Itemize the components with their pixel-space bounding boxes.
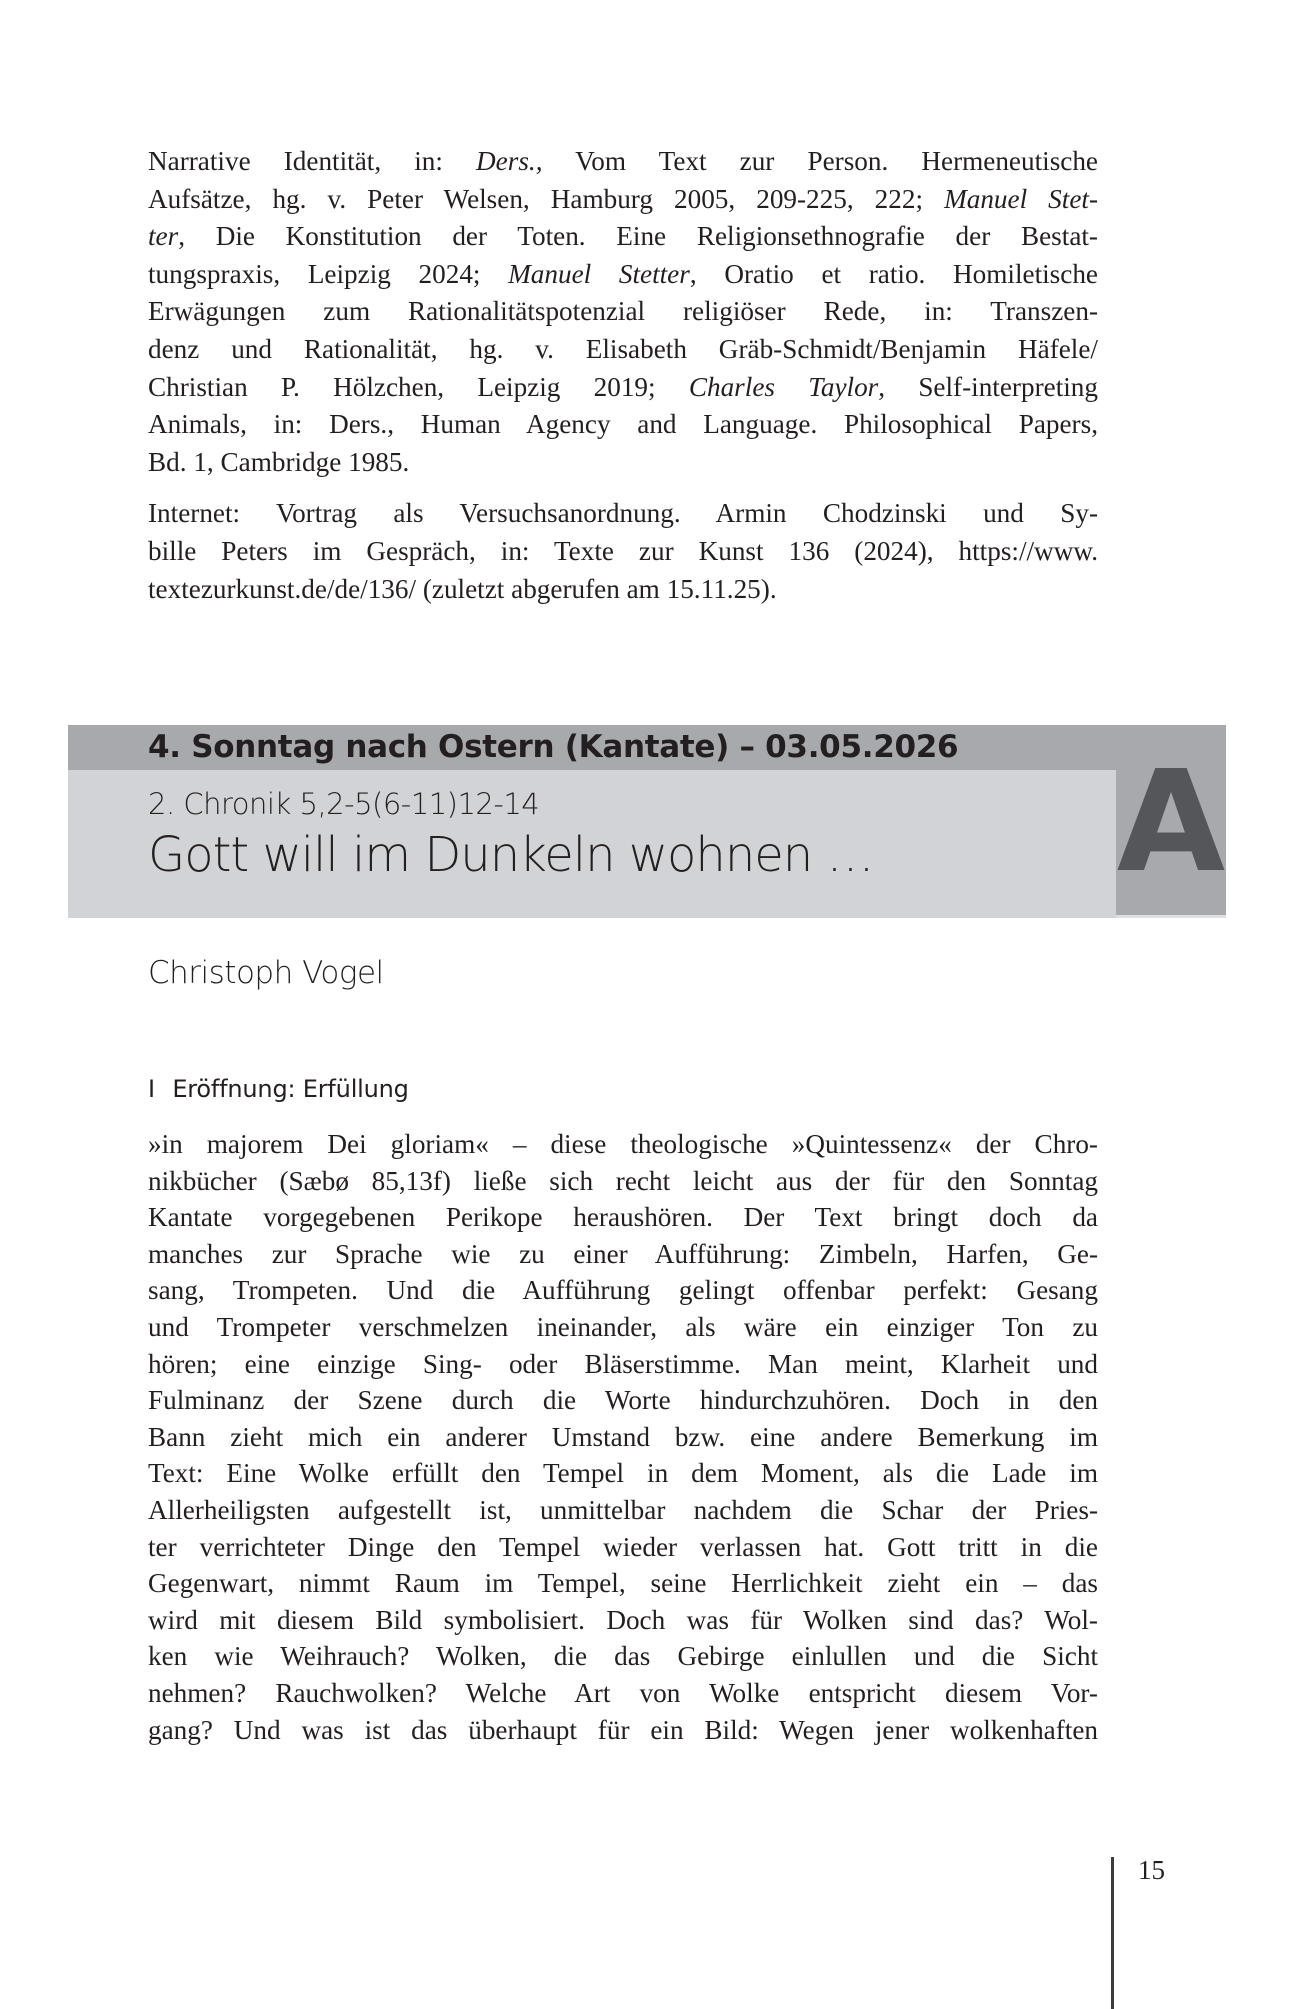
citation-text: Erwägungen zum Rationalitätspotenzial religiöser Rede, in: Transzen- xyxy=(148,296,1098,327)
citation-text: , Self-interpreting xyxy=(878,371,1098,402)
cited-author: Charles Taylor xyxy=(688,371,879,402)
bibliography-line xyxy=(148,444,1098,482)
body-line: manches zur Sprache wie zu einer Aufführung: Zimbeln, Harfen, Ge- xyxy=(148,1238,1098,1269)
body-line: hören; eine einzige Sing- oder Bläserstimme. Man meint, Klarheit und xyxy=(148,1348,1098,1379)
sunday-date-heading: 4. Sonntag nach Ostern (Kantate) – 03.05.2026 xyxy=(148,729,959,765)
section-heading xyxy=(148,1075,409,1103)
body-line: »in majorem Dei gloriam« – diese theologische »Quintessenz« der Chro- xyxy=(148,1129,1098,1159)
cited-author: Manuel Stetter xyxy=(508,258,690,289)
body-line: Gegenwart, nimmt Raum im Tempel, seine Herrlichkeit zieht ein – das xyxy=(148,1568,1098,1599)
bibliography-line: Internet: Vortrag als Versuchsanordnung. Armin Chodzinski und Sy- xyxy=(148,498,1098,529)
series-letter: A xyxy=(1116,741,1226,904)
body-line: ken wie Weihrauch? Wolken, die das Gebirge einlullen und die Sicht xyxy=(148,1641,1098,1672)
citation-text: Narrative Identität, in: xyxy=(148,146,477,176)
bibliography-section xyxy=(148,143,1098,622)
body-line: Allerheiligsten aufgestellt ist, unmittelbar nachdem die Schar der Pries- xyxy=(148,1494,1098,1525)
citation-text: Aufsätze, hg. v. Peter Welsen, Hamburg 2005, 209-225, 222; xyxy=(148,183,945,214)
bibliography-line xyxy=(148,218,1098,256)
body-line: ter verrichteter Dinge den Tempel wieder verlassen hat. Gott tritt in die xyxy=(148,1531,1098,1562)
citation-text: , Die Konstitution der Toten. Eine Religionsethnografie der Bestat- xyxy=(178,221,1098,252)
citation-text: Christian P. Hölzchen, Leipzig 2019; xyxy=(148,371,689,402)
header-bottom-strip xyxy=(1116,915,1226,918)
body-line: Fulminanz der Szene durch die Worte hindurchzuhören. Doch in den xyxy=(148,1385,1098,1416)
series-letter-block xyxy=(1116,725,1226,915)
body-line: wird mit diesem Bild symbolisiert. Doch was für Wolken sind das? Wol- xyxy=(148,1604,1098,1635)
page-number: 15 xyxy=(1138,1855,1165,1885)
citation-text: Animals, in: Ders., Human Agency and Language. Philosophical Papers, xyxy=(148,409,1098,440)
cited-author: Manuel Stet- xyxy=(944,183,1098,214)
sermon-header-box xyxy=(68,725,1226,918)
body-paragraph xyxy=(148,1126,1098,1748)
section-number: I xyxy=(148,1075,155,1103)
body-line: Text: Eine Wolke erfüllt den Tempel in dem Moment, als die Lade im xyxy=(148,1458,1098,1489)
sermon-title: Gott will im Dunkeln wohnen … xyxy=(148,827,874,883)
citation-text: Vom Text zur Person. Hermeneutische xyxy=(542,146,1099,176)
bible-reference: 2. Chronik 5,2-5(6-11)12-14 xyxy=(148,787,540,821)
citation-text: , Oratio et ratio. Homiletische xyxy=(689,258,1098,289)
bibliography-line: bille Peters im Gespräch, in: Texte zur Kunst 136 (2024), https://www. xyxy=(148,535,1098,566)
sunday-date-band xyxy=(68,725,1226,770)
body-line: und Trompeter verschmelzen ineinander, als wäre ein einziger Ton zu xyxy=(148,1311,1098,1342)
bibliography-line xyxy=(148,369,1098,407)
body-line: nikbücher (Sæbø 85,13f) ließe sich recht leicht aus der für den Sonntag xyxy=(148,1165,1098,1196)
body-line: Bann zieht mich ein anderer Umstand bzw. eine andere Bemerkung im xyxy=(148,1421,1098,1452)
bibliography-line: textezurkunst.de/de/136/ (zuletzt abgerufen am 15.11.25). xyxy=(148,573,777,604)
body-line: nehmen? Rauchwolken? Welche Art von Wolke entspricht diesem Vor- xyxy=(148,1677,1098,1708)
author-name: Christoph Vogel xyxy=(148,955,384,991)
cited-author: Ders., xyxy=(476,146,543,176)
bibliography-line xyxy=(148,256,1098,294)
citation-text: Bd. 1, Cambridge 1985. xyxy=(148,446,410,477)
bibliography-literature xyxy=(148,143,1098,481)
body-line: sang, Trompeten. Und die Aufführung gelingt offenbar perfekt: Gesang xyxy=(148,1275,1098,1306)
bibliography-internet xyxy=(148,495,1098,608)
bibliography-line xyxy=(148,406,1098,444)
citation-text: tungspraxis, Leipzig 2024; xyxy=(148,258,509,289)
body-line: gang? Und was ist das überhaupt für ein Bild: Wegen jener wolkenhaften xyxy=(148,1714,1098,1745)
bibliography-line xyxy=(148,181,1098,219)
bibliography-line xyxy=(148,143,1098,181)
citation-text: denz und Rationalität, hg. v. Elisabeth Gräb-Schmidt/Benjamin Häfele/ xyxy=(148,333,1098,364)
cited-author: ter xyxy=(148,221,179,252)
section-title: Eröffnung: Erfüllung xyxy=(172,1075,409,1103)
bibliography-line xyxy=(148,331,1098,369)
body-line: Kantate vorgegebenen Perikope heraushören. Der Text bringt doch da xyxy=(148,1202,1098,1233)
page-margin-rule xyxy=(1111,1857,1114,2009)
bibliography-line xyxy=(148,293,1098,331)
